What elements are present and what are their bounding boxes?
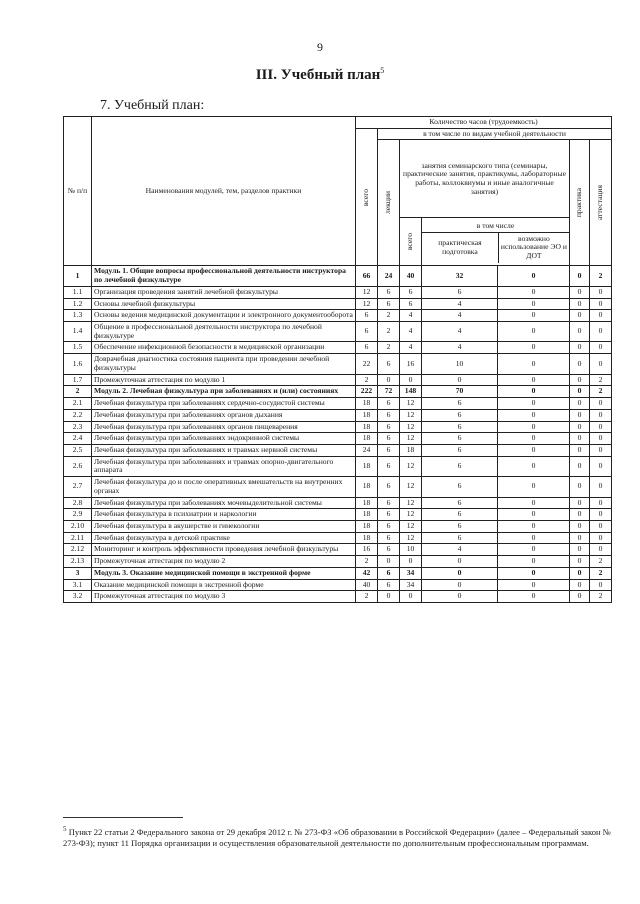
- row-attestation-hours: 0: [590, 444, 612, 456]
- footnote: [63, 825, 611, 848]
- row-number: 2.9: [64, 509, 92, 521]
- row-total-hours: 24: [356, 444, 378, 456]
- row-total-hours: 18: [356, 421, 378, 433]
- row-practice-hours: 0: [570, 409, 590, 421]
- row-seminar-hours: 12: [400, 421, 422, 433]
- row-seminar-hours: 10: [400, 544, 422, 556]
- row-attestation-hours: 0: [590, 421, 612, 433]
- row-practice-hours: 0: [570, 579, 590, 591]
- row-number: 2.5: [64, 444, 92, 456]
- footnote-ref: 5: [380, 66, 385, 75]
- row-number: 1.6: [64, 354, 92, 374]
- row-name: Основы ведения медицинской документации и электронного документооборота: [92, 310, 356, 322]
- header-lectures: [378, 140, 400, 266]
- row-practical-training-hours: 0: [422, 556, 498, 568]
- row-number: 2.4: [64, 433, 92, 445]
- row-attestation-hours: 2: [590, 374, 612, 386]
- row-attestation-hours: 0: [590, 310, 612, 322]
- row-lecture-hours: 6: [378, 398, 400, 410]
- table-row: [64, 322, 612, 342]
- table-row: [64, 298, 612, 310]
- row-number: 2: [64, 386, 92, 398]
- row-eo-dot-hours: 0: [498, 374, 570, 386]
- table-row: [64, 544, 612, 556]
- table-row: [64, 433, 612, 445]
- row-total-hours: 18: [356, 456, 378, 476]
- row-practice-hours: 0: [570, 544, 590, 556]
- row-seminar-hours: 12: [400, 509, 422, 521]
- row-practical-training-hours: 0: [422, 579, 498, 591]
- row-name: Общение в профессиональной деятельности инструктора по лечебной физкультуре: [92, 322, 356, 342]
- row-number: 3: [64, 567, 92, 579]
- row-name: Модуль 2. Лечебная физкультура при заболеваниях и (или) состояниях: [92, 386, 356, 398]
- row-practical-training-hours: 6: [422, 409, 498, 421]
- header-practice-label: практика: [574, 188, 584, 218]
- row-lecture-hours: 2: [378, 322, 400, 342]
- curriculum-table: [63, 116, 612, 603]
- row-lecture-hours: 6: [378, 520, 400, 532]
- row-total-hours: 42: [356, 567, 378, 579]
- table-row: [64, 591, 612, 603]
- row-seminar-hours: 12: [400, 456, 422, 476]
- row-name: Лечебная физкультура в акушерстве и гинекологии: [92, 520, 356, 532]
- row-total-hours: 18: [356, 433, 378, 445]
- row-name: Обеспечение инфекционной безопасности в медицинской организации: [92, 342, 356, 354]
- row-attestation-hours: 2: [590, 591, 612, 603]
- row-number: 3.2: [64, 591, 92, 603]
- row-eo-dot-hours: 0: [498, 298, 570, 310]
- row-attestation-hours: 2: [590, 266, 612, 286]
- row-number: 1.7: [64, 374, 92, 386]
- row-seminar-hours: 0: [400, 591, 422, 603]
- row-lecture-hours: 6: [378, 567, 400, 579]
- row-seminar-hours: 34: [400, 567, 422, 579]
- row-name: Промежуточная аттестация по модулю 2: [92, 556, 356, 568]
- row-lecture-hours: 0: [378, 591, 400, 603]
- table-row: [64, 556, 612, 568]
- row-eo-dot-hours: 0: [498, 266, 570, 286]
- row-number: 1.4: [64, 322, 92, 342]
- row-attestation-hours: 0: [590, 409, 612, 421]
- row-name: Основы лечебной физкультуры: [92, 298, 356, 310]
- row-attestation-hours: 0: [590, 497, 612, 509]
- row-lecture-hours: 6: [378, 579, 400, 591]
- row-practice-hours: 0: [570, 532, 590, 544]
- row-number: 2.1: [64, 398, 92, 410]
- row-attestation-hours: 0: [590, 544, 612, 556]
- row-name: Оказание медицинской помощи в экстренной форме: [92, 579, 356, 591]
- row-total-hours: 2: [356, 556, 378, 568]
- row-eo-dot-hours: 0: [498, 354, 570, 374]
- header-hours: Количество часов (трудоемкость): [356, 117, 612, 129]
- row-practice-hours: 0: [570, 421, 590, 433]
- row-eo-dot-hours: 0: [498, 497, 570, 509]
- row-seminar-hours: 18: [400, 444, 422, 456]
- row-name: Лечебная физкультура при заболеваниях мочевыделительной системы: [92, 497, 356, 509]
- row-lecture-hours: 6: [378, 456, 400, 476]
- row-total-hours: 18: [356, 520, 378, 532]
- row-attestation-hours: 2: [590, 386, 612, 398]
- row-name: Лечебная физкультура при заболеваниях и травмах опорно-двигательного аппарата: [92, 456, 356, 476]
- row-practical-training-hours: 4: [422, 322, 498, 342]
- row-eo-dot-hours: 0: [498, 398, 570, 410]
- row-seminar-hours: 12: [400, 398, 422, 410]
- row-total-hours: 2: [356, 591, 378, 603]
- row-number: 1.1: [64, 286, 92, 298]
- row-eo-dot-hours: 0: [498, 386, 570, 398]
- row-name: Лечебная физкультура при заболеваниях органов пищеварения: [92, 421, 356, 433]
- row-practical-training-hours: 32: [422, 266, 498, 286]
- table-row: [64, 456, 612, 476]
- row-eo-dot-hours: 0: [498, 433, 570, 445]
- row-number: 2.11: [64, 532, 92, 544]
- table-row: [64, 374, 612, 386]
- row-practice-hours: 0: [570, 456, 590, 476]
- row-practical-training-hours: 4: [422, 342, 498, 354]
- header-number: № п/п: [64, 117, 92, 266]
- row-attestation-hours: 0: [590, 286, 612, 298]
- header-total: [356, 128, 378, 266]
- row-lecture-hours: 2: [378, 342, 400, 354]
- row-eo-dot-hours: 0: [498, 556, 570, 568]
- header-seminar-total: [400, 218, 422, 266]
- row-seminar-hours: 16: [400, 354, 422, 374]
- section-title-text: III. Учебный план: [255, 67, 381, 83]
- row-eo-dot-hours: 0: [498, 342, 570, 354]
- row-name: Мониторинг и контроль эффективности проведения лечебной физкультуры: [92, 544, 356, 556]
- header-name: Наименования модулей, тем, разделов практики: [92, 117, 356, 266]
- row-practical-training-hours: 6: [422, 520, 498, 532]
- row-name: Лечебная физкультура в детской практике: [92, 532, 356, 544]
- row-practical-training-hours: 6: [422, 497, 498, 509]
- row-practice-hours: 0: [570, 354, 590, 374]
- row-lecture-hours: 6: [378, 509, 400, 521]
- row-lecture-hours: 72: [378, 386, 400, 398]
- row-total-hours: 22: [356, 354, 378, 374]
- row-practice-hours: 0: [570, 386, 590, 398]
- header-practice: [570, 140, 590, 266]
- row-practical-training-hours: 6: [422, 532, 498, 544]
- row-number: 1.3: [64, 310, 92, 322]
- row-practice-hours: 0: [570, 497, 590, 509]
- row-attestation-hours: 0: [590, 298, 612, 310]
- row-practical-training-hours: 4: [422, 544, 498, 556]
- row-seminar-hours: 4: [400, 310, 422, 322]
- row-attestation-hours: 0: [590, 342, 612, 354]
- row-attestation-hours: 0: [590, 433, 612, 445]
- row-total-hours: 18: [356, 477, 378, 497]
- row-seminar-hours: 12: [400, 520, 422, 532]
- row-eo-dot-hours: 0: [498, 409, 570, 421]
- row-practice-hours: 0: [570, 444, 590, 456]
- row-seminar-hours: 4: [400, 322, 422, 342]
- row-lecture-hours: 24: [378, 266, 400, 286]
- curriculum-table-body: [64, 266, 612, 603]
- row-attestation-hours: 0: [590, 520, 612, 532]
- row-number: 2.10: [64, 520, 92, 532]
- footnote-marker: 5: [63, 825, 67, 833]
- row-name: Промежуточная аттестация по модулю 3: [92, 591, 356, 603]
- header-including-group: [422, 218, 570, 266]
- row-lecture-hours: 6: [378, 544, 400, 556]
- header-total-label: всего: [361, 188, 371, 206]
- row-name: Лечебная физкультура до и после оперативных вмешательств на внутренних органах: [92, 477, 356, 497]
- table-row: [64, 497, 612, 509]
- row-seminar-hours: 12: [400, 409, 422, 421]
- table-row: [64, 398, 612, 410]
- table-row: [64, 520, 612, 532]
- row-lecture-hours: 6: [378, 497, 400, 509]
- row-practice-hours: 0: [570, 591, 590, 603]
- row-lecture-hours: 6: [378, 444, 400, 456]
- row-practical-training-hours: 6: [422, 509, 498, 521]
- row-practice-hours: 0: [570, 374, 590, 386]
- row-total-hours: 18: [356, 532, 378, 544]
- row-total-hours: 18: [356, 409, 378, 421]
- row-practice-hours: 0: [570, 322, 590, 342]
- row-practical-training-hours: 6: [422, 398, 498, 410]
- row-eo-dot-hours: 0: [498, 532, 570, 544]
- row-total-hours: 6: [356, 322, 378, 342]
- row-lecture-hours: 6: [378, 433, 400, 445]
- row-eo-dot-hours: 0: [498, 456, 570, 476]
- row-number: 1.2: [64, 298, 92, 310]
- row-total-hours: 6: [356, 310, 378, 322]
- header-including: в том числе: [422, 221, 569, 233]
- row-eo-dot-hours: 0: [498, 591, 570, 603]
- row-practical-training-hours: 6: [422, 421, 498, 433]
- row-total-hours: 66: [356, 266, 378, 286]
- row-number: 2.3: [64, 421, 92, 433]
- table-row: [64, 354, 612, 374]
- row-total-hours: 18: [356, 398, 378, 410]
- row-total-hours: 12: [356, 298, 378, 310]
- table-row: [64, 409, 612, 421]
- header-by-activity: в том числе по видам учебной деятельности: [378, 128, 612, 140]
- row-eo-dot-hours: 0: [498, 444, 570, 456]
- row-practice-hours: 0: [570, 266, 590, 286]
- header-practical-training: практическая подготовка: [422, 233, 499, 263]
- row-practice-hours: 0: [570, 477, 590, 497]
- table-row: [64, 444, 612, 456]
- row-number: 1: [64, 266, 92, 286]
- row-practical-training-hours: 0: [422, 374, 498, 386]
- header-seminar: занятия семинарского типа (семинары, практические занятия, практикумы, лабораторные работы, коллоквиумы и иные аналогичные занятия): [400, 140, 570, 218]
- row-total-hours: 40: [356, 579, 378, 591]
- row-number: 2.2: [64, 409, 92, 421]
- row-lecture-hours: 6: [378, 532, 400, 544]
- footnote-divider: [63, 817, 183, 818]
- row-number: 2.13: [64, 556, 92, 568]
- row-attestation-hours: 0: [590, 509, 612, 521]
- row-attestation-hours: 0: [590, 532, 612, 544]
- row-lecture-hours: 6: [378, 409, 400, 421]
- row-practical-training-hours: 0: [422, 567, 498, 579]
- header-lectures-label: лекции: [383, 191, 393, 215]
- row-total-hours: 12: [356, 286, 378, 298]
- table-row: [64, 532, 612, 544]
- module-row: [64, 386, 612, 398]
- header-including-subcols: [422, 233, 569, 263]
- row-practical-training-hours: 10: [422, 354, 498, 374]
- row-seminar-hours: 12: [400, 433, 422, 445]
- row-practice-hours: 0: [570, 433, 590, 445]
- row-practice-hours: 0: [570, 520, 590, 532]
- row-practical-training-hours: 0: [422, 591, 498, 603]
- row-eo-dot-hours: 0: [498, 520, 570, 532]
- row-lecture-hours: 6: [378, 421, 400, 433]
- row-number: 1.5: [64, 342, 92, 354]
- row-total-hours: 16: [356, 544, 378, 556]
- subsection-title: 7. Учебный план:: [100, 98, 205, 113]
- table-row: [64, 477, 612, 497]
- header-eo-dot: возможно использование ЭО и ДОТ: [500, 233, 567, 261]
- row-practice-hours: 0: [570, 509, 590, 521]
- row-eo-dot-hours: 0: [498, 477, 570, 497]
- row-lecture-hours: 6: [378, 354, 400, 374]
- row-seminar-hours: 6: [400, 298, 422, 310]
- row-lecture-hours: 0: [378, 374, 400, 386]
- row-practice-hours: 0: [570, 398, 590, 410]
- row-seminar-hours: 6: [400, 286, 422, 298]
- row-total-hours: 2: [356, 374, 378, 386]
- footnote-text: Пункт 22 статьи 2 Федерального закона от 29 декабря 2012 г. № 273-ФЗ «Об образовании в Российской Федерации» (далее – Федеральный закон № 273-ФЗ); пункт 11 Порядка организации и осуществления образовательной деятельности по дополнительным профессиональным программам.: [63, 826, 611, 848]
- row-number: 2.12: [64, 544, 92, 556]
- module-row: [64, 567, 612, 579]
- row-eo-dot-hours: 0: [498, 310, 570, 322]
- row-practical-training-hours: 6: [422, 477, 498, 497]
- row-number: 3.1: [64, 579, 92, 591]
- row-lecture-hours: 2: [378, 310, 400, 322]
- row-name: Модуль 3. Оказание медицинской помощи в экстренной форме: [92, 567, 356, 579]
- table-row: [64, 421, 612, 433]
- row-total-hours: 222: [356, 386, 378, 398]
- row-seminar-hours: 12: [400, 477, 422, 497]
- row-seminar-hours: 40: [400, 266, 422, 286]
- row-practice-hours: 0: [570, 556, 590, 568]
- row-practical-training-hours: 6: [422, 444, 498, 456]
- row-number: 2.7: [64, 477, 92, 497]
- row-total-hours: 18: [356, 509, 378, 521]
- row-seminar-hours: 12: [400, 497, 422, 509]
- row-lecture-hours: 6: [378, 286, 400, 298]
- table-row: [64, 579, 612, 591]
- row-eo-dot-hours: 0: [498, 567, 570, 579]
- row-number: 2.6: [64, 456, 92, 476]
- row-seminar-hours: 12: [400, 532, 422, 544]
- row-practical-training-hours: 6: [422, 286, 498, 298]
- table-row: [64, 509, 612, 521]
- row-attestation-hours: 0: [590, 398, 612, 410]
- row-eo-dot-hours: 0: [498, 421, 570, 433]
- row-practical-training-hours: 4: [422, 310, 498, 322]
- row-eo-dot-hours: 0: [498, 509, 570, 521]
- row-name: Лечебная физкультура при заболеваниях органов дыхания: [92, 409, 356, 421]
- row-eo-dot-hours: 0: [498, 286, 570, 298]
- module-row: [64, 266, 612, 286]
- row-practice-hours: 0: [570, 298, 590, 310]
- row-seminar-hours: 0: [400, 556, 422, 568]
- row-name: Промежуточная аттестация по модулю 1: [92, 374, 356, 386]
- row-practical-training-hours: 70: [422, 386, 498, 398]
- row-name: Модуль 1. Общие вопросы профессиональной деятельности инструктора по лечебной физкультуре: [92, 266, 356, 286]
- row-attestation-hours: 0: [590, 354, 612, 374]
- row-total-hours: 6: [356, 342, 378, 354]
- table-row: [64, 286, 612, 298]
- table-row: [64, 310, 612, 322]
- row-name: Доврачебная диагностика состояния пациента при проведении лечебной физкультуры: [92, 354, 356, 374]
- row-seminar-hours: 148: [400, 386, 422, 398]
- section-title: [0, 66, 640, 84]
- row-attestation-hours: 0: [590, 456, 612, 476]
- row-name: Организация проведения занятий лечебной физкультуры: [92, 286, 356, 298]
- row-name: Лечебная физкультура при заболеваниях эндокринной системы: [92, 433, 356, 445]
- row-total-hours: 18: [356, 497, 378, 509]
- table-row: [64, 342, 612, 354]
- row-eo-dot-hours: 0: [498, 579, 570, 591]
- row-lecture-hours: 0: [378, 556, 400, 568]
- header-seminar-total-label: всего: [405, 233, 415, 251]
- row-practice-hours: 0: [570, 342, 590, 354]
- row-practice-hours: 0: [570, 286, 590, 298]
- header-attestation: [590, 140, 612, 266]
- row-practical-training-hours: 4: [422, 298, 498, 310]
- row-lecture-hours: 6: [378, 477, 400, 497]
- row-seminar-hours: 4: [400, 342, 422, 354]
- header-attestation-label: аттестация: [595, 185, 605, 221]
- row-practical-training-hours: 6: [422, 456, 498, 476]
- row-seminar-hours: 0: [400, 374, 422, 386]
- row-attestation-hours: 2: [590, 567, 612, 579]
- row-name: Лечебная физкультура в психиатрии и наркологии: [92, 509, 356, 521]
- row-practical-training-hours: 6: [422, 433, 498, 445]
- row-number: 2.8: [64, 497, 92, 509]
- row-attestation-hours: 2: [590, 556, 612, 568]
- page-number: 9: [317, 40, 323, 54]
- row-eo-dot-hours: 0: [498, 544, 570, 556]
- row-seminar-hours: 34: [400, 579, 422, 591]
- row-lecture-hours: 6: [378, 298, 400, 310]
- row-attestation-hours: 0: [590, 579, 612, 591]
- row-attestation-hours: 0: [590, 322, 612, 342]
- row-attestation-hours: 0: [590, 477, 612, 497]
- row-eo-dot-hours: 0: [498, 322, 570, 342]
- row-name: Лечебная физкультура при заболеваниях сердечно-сосудистой системы: [92, 398, 356, 410]
- row-practice-hours: 0: [570, 567, 590, 579]
- row-practice-hours: 0: [570, 310, 590, 322]
- row-name: Лечебная физкультура при заболеваниях и травмах нервной системы: [92, 444, 356, 456]
